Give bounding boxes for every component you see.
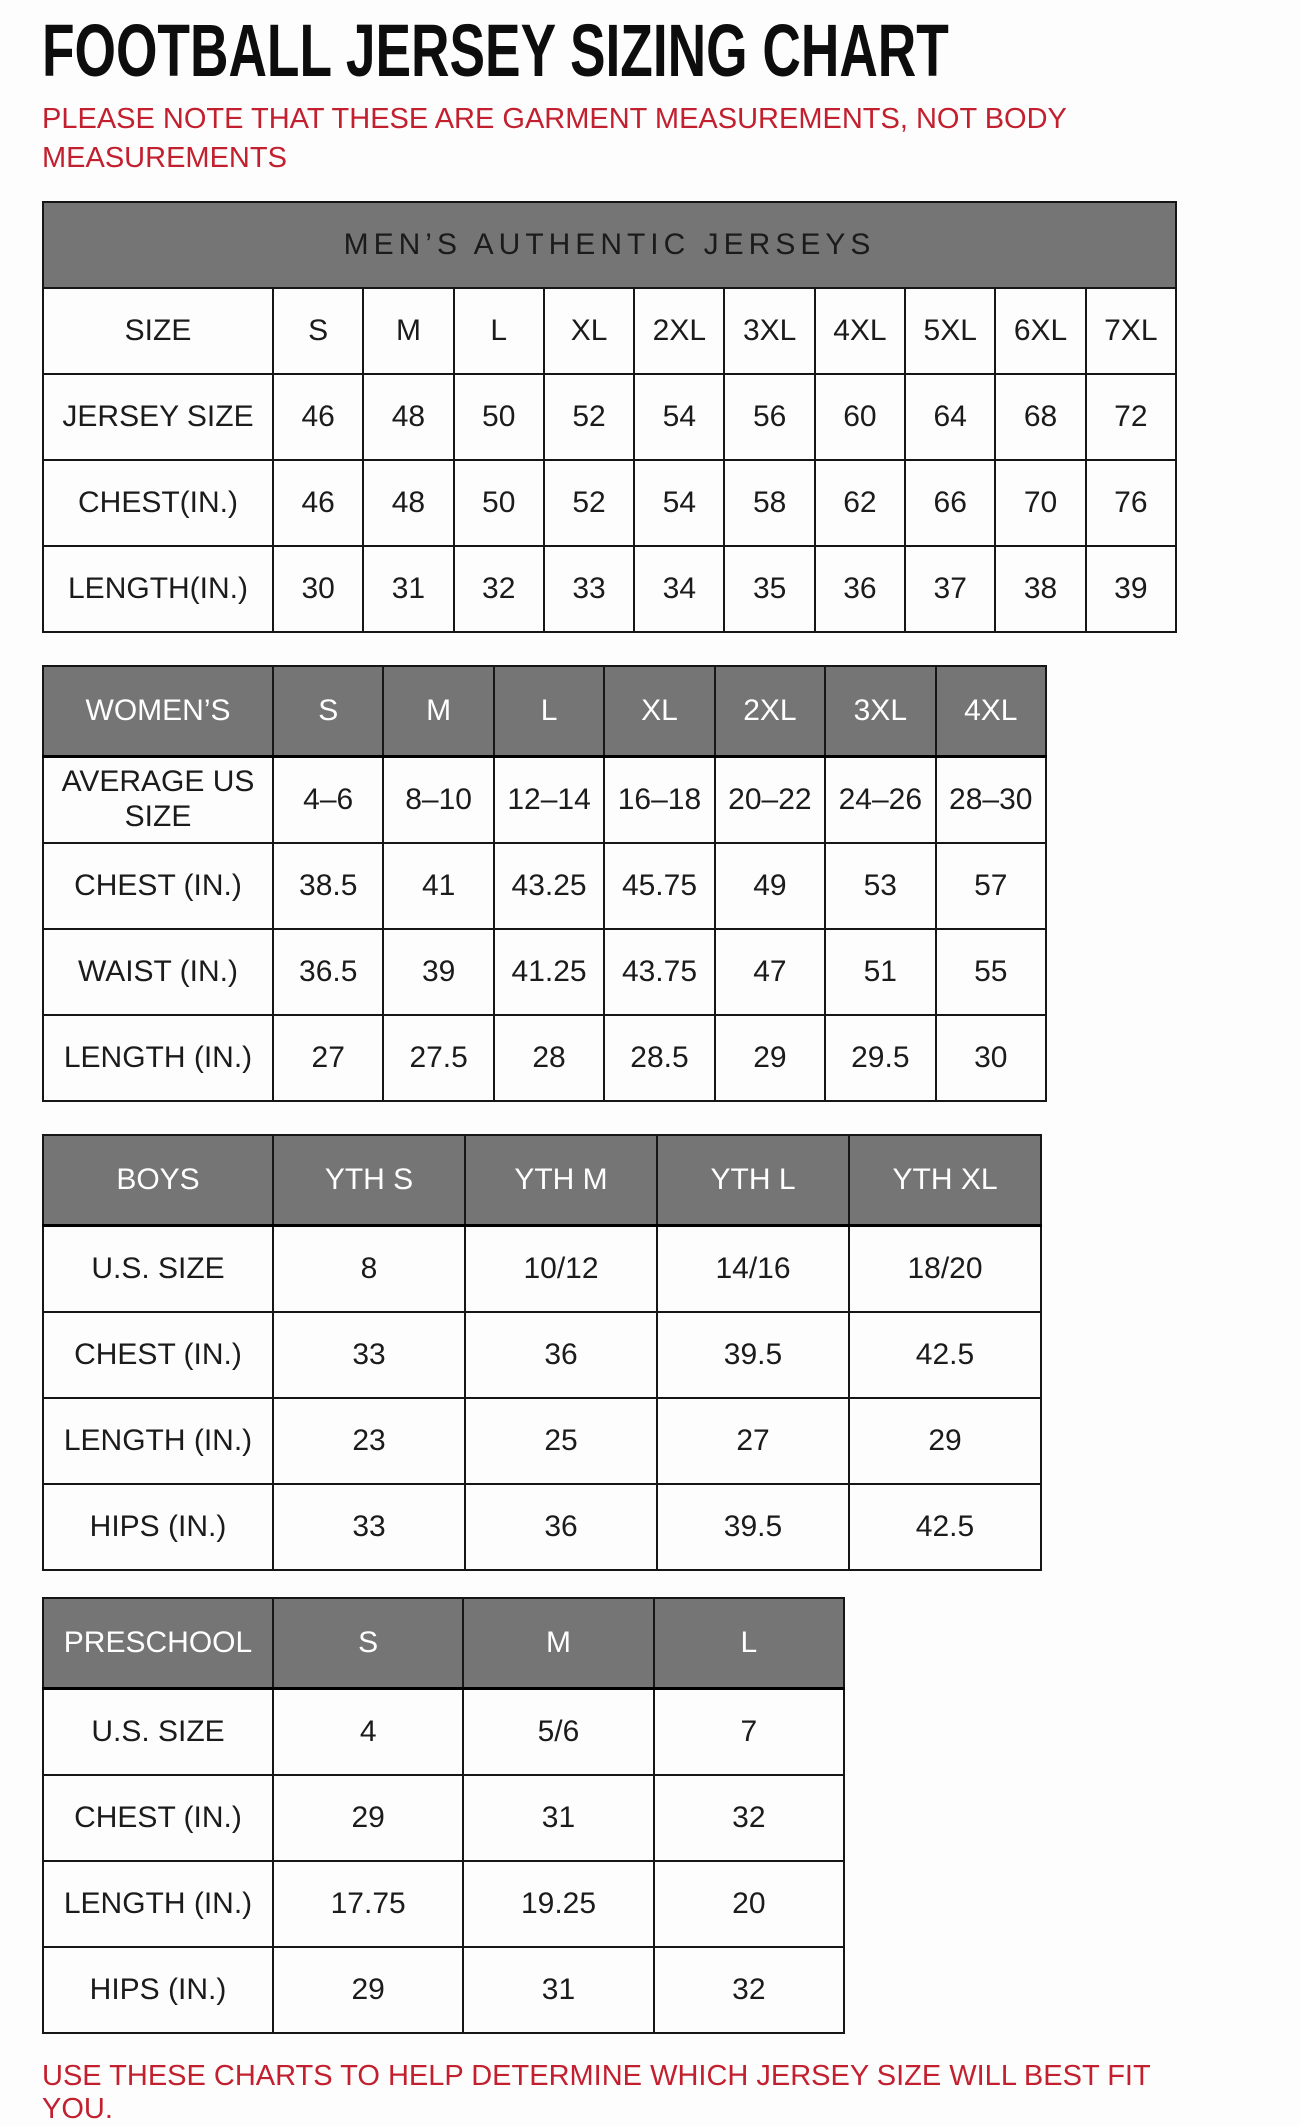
value-cell: 38 — [995, 546, 1085, 632]
value-cell: 68 — [995, 374, 1085, 460]
value-cell: 36 — [465, 1484, 657, 1570]
value-cell: 28.5 — [604, 1015, 714, 1101]
value-cell: 30 — [273, 546, 363, 632]
value-cell: 54 — [634, 460, 724, 546]
value-cell: 20 — [654, 1861, 844, 1947]
column-header: M — [363, 288, 453, 374]
mens-authentic-jerseys-table — [42, 201, 1177, 633]
value-cell: 31 — [463, 1947, 653, 2033]
value-cell: 54 — [634, 374, 724, 460]
value-cell: 52 — [544, 374, 634, 460]
row-label: U.S. SIZE — [43, 1225, 273, 1312]
value-cell: 28–30 — [936, 756, 1046, 843]
value-cell: 58 — [724, 460, 814, 546]
column-header: 3XL — [825, 666, 935, 757]
womens-sizing-table — [42, 665, 1047, 1102]
value-cell: 46 — [273, 460, 363, 546]
value-cell: 66 — [905, 460, 995, 546]
value-cell: 50 — [454, 460, 544, 546]
value-cell: 30 — [936, 1015, 1046, 1101]
column-header: 5XL — [905, 288, 995, 374]
value-cell: 29 — [273, 1775, 463, 1861]
column-header: XL — [544, 288, 634, 374]
column-header: L — [494, 666, 604, 757]
column-header: 6XL — [995, 288, 1085, 374]
column-header: 2XL — [715, 666, 825, 757]
column-header: XL — [604, 666, 714, 757]
column-header: 7XL — [1086, 288, 1176, 374]
column-header: YTH L — [657, 1135, 849, 1226]
value-cell: 76 — [1086, 460, 1176, 546]
value-cell: 42.5 — [849, 1312, 1041, 1398]
value-cell: 39.5 — [657, 1312, 849, 1398]
column-header: M — [463, 1598, 653, 1689]
column-header: PRESCHOOL — [43, 1598, 273, 1689]
value-cell: 33 — [273, 1312, 465, 1398]
footer-advice-text: USE THESE CHARTS TO HELP DETERMINE WHICH JERSEY SIZE WILL BEST FIT YOU. — [42, 2059, 1151, 2125]
column-header: M — [383, 666, 493, 757]
value-cell: 32 — [654, 1775, 844, 1861]
value-cell: 50 — [454, 374, 544, 460]
column-header: L — [454, 288, 544, 374]
value-cell: 38.5 — [273, 843, 383, 929]
value-cell: 72 — [1086, 374, 1176, 460]
value-cell: 27 — [273, 1015, 383, 1101]
value-cell: 29 — [849, 1398, 1041, 1484]
value-cell: 32 — [654, 1947, 844, 2033]
column-header: 4XL — [936, 666, 1046, 757]
row-label: AVERAGE US SIZE — [43, 756, 273, 843]
row-label: LENGTH (IN.) — [43, 1861, 273, 1947]
row-label: CHEST(IN.) — [43, 460, 273, 546]
value-cell: 28 — [494, 1015, 604, 1101]
value-cell: 16–18 — [604, 756, 714, 843]
garment-note-line1: PLEASE NOTE THAT THESE ARE GARMENT MEASUREMENTS, NOT BODY — [42, 103, 1067, 136]
row-label: LENGTH (IN.) — [43, 1398, 273, 1484]
value-cell: 47 — [715, 929, 825, 1015]
value-cell: 20–22 — [715, 756, 825, 843]
value-cell: 29 — [273, 1947, 463, 2033]
value-cell: 31 — [363, 546, 453, 632]
value-cell: 43.75 — [604, 929, 714, 1015]
value-cell: 17.75 — [273, 1861, 463, 1947]
row-label: LENGTH (IN.) — [43, 1015, 273, 1101]
column-header: SIZE — [43, 288, 273, 374]
column-header: S — [273, 666, 383, 757]
value-cell: 12–14 — [494, 756, 604, 843]
value-cell: 52 — [544, 460, 634, 546]
value-cell: 39 — [1086, 546, 1176, 632]
value-cell: 27.5 — [383, 1015, 493, 1101]
value-cell: 55 — [936, 929, 1046, 1015]
page-title: FOOTBALL JERSEY SIZING CHART — [42, 9, 949, 92]
value-cell: 37 — [905, 546, 995, 632]
value-cell: 39 — [383, 929, 493, 1015]
row-label: WAIST (IN.) — [43, 929, 273, 1015]
value-cell: 32 — [454, 546, 544, 632]
garment-note-line2: MEASUREMENTS — [42, 141, 287, 174]
value-cell: 24–26 — [825, 756, 935, 843]
column-header: YTH M — [465, 1135, 657, 1226]
column-header: 3XL — [724, 288, 814, 374]
value-cell: 14/16 — [657, 1225, 849, 1312]
value-cell: 42.5 — [849, 1484, 1041, 1570]
value-cell: 48 — [363, 460, 453, 546]
value-cell: 49 — [715, 843, 825, 929]
value-cell: 53 — [825, 843, 935, 929]
value-cell: 18/20 — [849, 1225, 1041, 1312]
value-cell: 51 — [825, 929, 935, 1015]
column-header: 4XL — [815, 288, 905, 374]
column-header: S — [273, 288, 363, 374]
value-cell: 10/12 — [465, 1225, 657, 1312]
value-cell: 29.5 — [825, 1015, 935, 1101]
value-cell: 57 — [936, 843, 1046, 929]
value-cell: 4 — [273, 1688, 463, 1775]
value-cell: 36 — [465, 1312, 657, 1398]
value-cell: 33 — [273, 1484, 465, 1570]
value-cell: 41.25 — [494, 929, 604, 1015]
value-cell: 19.25 — [463, 1861, 653, 1947]
value-cell: 45.75 — [604, 843, 714, 929]
column-header: YTH S — [273, 1135, 465, 1226]
value-cell: 36 — [815, 546, 905, 632]
column-header: BOYS — [43, 1135, 273, 1226]
value-cell: 29 — [715, 1015, 825, 1101]
row-label: JERSEY SIZE — [43, 374, 273, 460]
column-header: 2XL — [634, 288, 724, 374]
value-cell: 23 — [273, 1398, 465, 1484]
value-cell: 7 — [654, 1688, 844, 1775]
value-cell: 8 — [273, 1225, 465, 1312]
value-cell: 35 — [724, 546, 814, 632]
value-cell: 48 — [363, 374, 453, 460]
value-cell: 43.25 — [494, 843, 604, 929]
value-cell: 33 — [544, 546, 634, 632]
column-header: L — [654, 1598, 844, 1689]
value-cell: 25 — [465, 1398, 657, 1484]
value-cell: 46 — [273, 374, 363, 460]
row-label: U.S. SIZE — [43, 1688, 273, 1775]
value-cell: 5/6 — [463, 1688, 653, 1775]
column-header: S — [273, 1598, 463, 1689]
table-banner: MEN’S AUTHENTIC JERSEYS — [43, 202, 1176, 288]
column-header: YTH XL — [849, 1135, 1041, 1226]
row-label: CHEST (IN.) — [43, 1312, 273, 1398]
value-cell: 62 — [815, 460, 905, 546]
row-label: HIPS (IN.) — [43, 1947, 273, 2033]
row-label: HIPS (IN.) — [43, 1484, 273, 1570]
boys-sizing-table — [42, 1134, 1042, 1571]
value-cell: 8–10 — [383, 756, 493, 843]
row-label: CHEST (IN.) — [43, 1775, 273, 1861]
column-header: WOMEN’S — [43, 666, 273, 757]
value-cell: 31 — [463, 1775, 653, 1861]
preschool-sizing-table — [42, 1597, 845, 2034]
value-cell: 60 — [815, 374, 905, 460]
value-cell: 27 — [657, 1398, 849, 1484]
value-cell: 34 — [634, 546, 724, 632]
value-cell: 70 — [995, 460, 1085, 546]
value-cell: 39.5 — [657, 1484, 849, 1570]
garment-note — [42, 100, 1190, 177]
row-label: LENGTH(IN.) — [43, 546, 273, 632]
value-cell: 64 — [905, 374, 995, 460]
value-cell: 4–6 — [273, 756, 383, 843]
value-cell: 36.5 — [273, 929, 383, 1015]
value-cell: 41 — [383, 843, 493, 929]
value-cell: 56 — [724, 374, 814, 460]
row-label: CHEST (IN.) — [43, 843, 273, 929]
